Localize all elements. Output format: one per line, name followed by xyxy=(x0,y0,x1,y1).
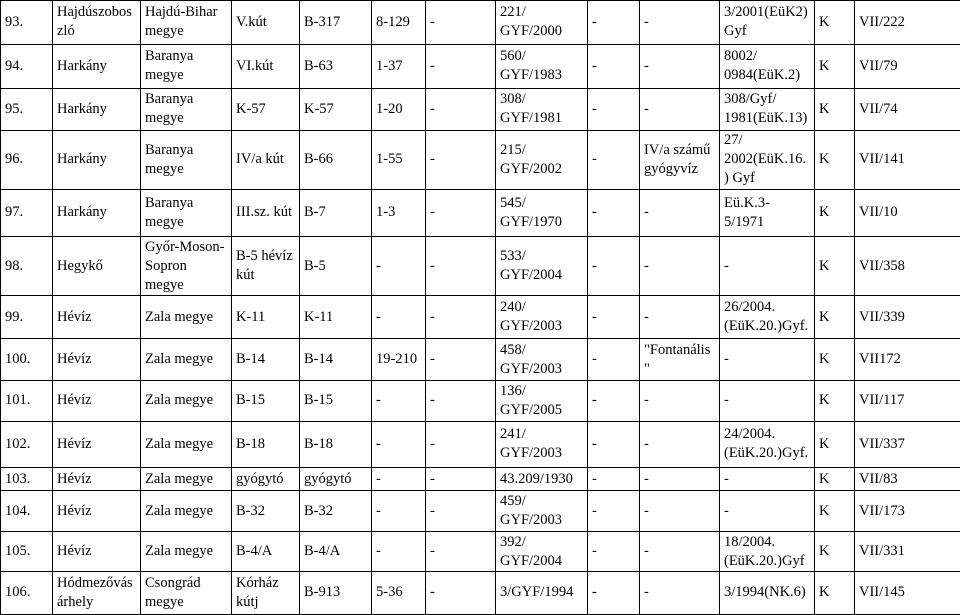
cell-col-7: - xyxy=(426,339,496,381)
cell-col-7: - xyxy=(426,189,496,236)
cell-row-number: 100. xyxy=(1,339,53,381)
cell-town: Harkány xyxy=(53,130,141,189)
cell-well-code: B-66 xyxy=(300,130,372,189)
cell-license-number: 533/ GYF/2004 xyxy=(496,236,588,295)
cell-registry-number: VII/339 xyxy=(855,296,960,339)
cell-license-number: 308/ GYF/1981 xyxy=(496,88,588,130)
cell-well-code: B-913 xyxy=(300,571,372,614)
cell-col-9: - xyxy=(588,88,640,130)
cell-health-decree: - xyxy=(720,380,815,421)
cell-county: Baranya megye xyxy=(141,88,232,130)
cell-col-7: - xyxy=(426,88,496,130)
cell-status: K xyxy=(815,236,855,295)
cell-depth: 1-3 xyxy=(372,189,426,236)
cell-registry-number: VII/10 xyxy=(855,189,960,236)
cell-col-9: - xyxy=(588,571,640,614)
cell-col-7: - xyxy=(426,44,496,88)
cell-well-code: B-4/A xyxy=(300,532,372,572)
cell-town: Hegykő xyxy=(53,236,141,295)
cell-col-7: - xyxy=(426,571,496,614)
cell-col-7: - xyxy=(426,1,496,45)
cell-row-number: 101. xyxy=(1,380,53,421)
table-row xyxy=(1,339,960,381)
cell-registry-number: VII/331 xyxy=(855,532,960,572)
cell-status: K xyxy=(815,491,855,532)
cell-row-number: 95. xyxy=(1,88,53,130)
cell-row-number: 96. xyxy=(1,130,53,189)
cell-town: Harkány xyxy=(53,44,141,88)
cell-license-number: 459/ GYF/2003 xyxy=(496,491,588,532)
cell-well-name: B-5 hévíz kút xyxy=(232,236,300,295)
cell-designation: - xyxy=(640,88,720,130)
cell-designation: - xyxy=(640,44,720,88)
cell-depth: - xyxy=(372,532,426,572)
cell-well-code: K-57 xyxy=(300,88,372,130)
cell-town: Hévíz xyxy=(53,421,141,467)
cell-town: Hódmezővásárhely xyxy=(53,571,141,614)
cell-col-9: - xyxy=(588,236,640,295)
cell-registry-number: VII172 xyxy=(855,339,960,381)
cell-depth: 1-55 xyxy=(372,130,426,189)
cell-health-decree: 24/2004. (EüK.20.)Gyf. xyxy=(720,421,815,467)
cell-well-name: K-11 xyxy=(232,296,300,339)
cell-health-decree: - xyxy=(720,491,815,532)
cell-depth: - xyxy=(372,467,426,490)
cell-health-decree: 308/Gyf/ 1981(EüK.13) xyxy=(720,88,815,130)
cell-row-number: 97. xyxy=(1,189,53,236)
cell-town: Harkány xyxy=(53,189,141,236)
cell-col-9: - xyxy=(588,532,640,572)
cell-status: K xyxy=(815,421,855,467)
table-row xyxy=(1,532,960,572)
cell-registry-number: VII/145 xyxy=(855,571,960,614)
cell-depth: 19-210 xyxy=(372,339,426,381)
cell-well-code: B-63 xyxy=(300,44,372,88)
cell-well-name: IV/a kút xyxy=(232,130,300,189)
cell-designation: "Fontanális" xyxy=(640,339,720,381)
cell-license-number: 43.209/1930 xyxy=(496,467,588,490)
cell-designation: - xyxy=(640,571,720,614)
cell-county: Csongrád megye xyxy=(141,571,232,614)
cell-col-9: - xyxy=(588,421,640,467)
cell-col-9: - xyxy=(588,189,640,236)
cell-row-number: 98. xyxy=(1,236,53,295)
cell-depth: - xyxy=(372,380,426,421)
cell-license-number: 458/ GYF/2003 xyxy=(496,339,588,381)
table-row xyxy=(1,189,960,236)
cell-license-number: 241/ GYF/2003 xyxy=(496,421,588,467)
cell-depth: 8-129 xyxy=(372,1,426,45)
cell-county: Baranya megye xyxy=(141,44,232,88)
cell-row-number: 99. xyxy=(1,296,53,339)
cell-well-name: B-14 xyxy=(232,339,300,381)
cell-license-number: 560/ GYF/1983 xyxy=(496,44,588,88)
cell-designation: - xyxy=(640,467,720,490)
cell-status: K xyxy=(815,130,855,189)
cell-well-name: B-15 xyxy=(232,380,300,421)
table-row xyxy=(1,571,960,614)
cell-well-code: B-15 xyxy=(300,380,372,421)
cell-status: K xyxy=(815,296,855,339)
cell-col-7: - xyxy=(426,421,496,467)
table-row xyxy=(1,44,960,88)
cell-well-code: B-317 xyxy=(300,1,372,45)
cell-license-number: 136/ GYF/2005 xyxy=(496,380,588,421)
cell-health-decree: 3/1994(NK.6) xyxy=(720,571,815,614)
cell-health-decree: 26/2004. (EüK.20.)Gyf. xyxy=(720,296,815,339)
cell-county: Zala megye xyxy=(141,339,232,381)
table-row xyxy=(1,88,960,130)
cell-license-number: 221/ GYF/2000 xyxy=(496,1,588,45)
cell-license-number: 240/ GYF/2003 xyxy=(496,296,588,339)
cell-town: Hévíz xyxy=(53,491,141,532)
cell-col-9: - xyxy=(588,491,640,532)
table-row xyxy=(1,491,960,532)
cell-town: Hévíz xyxy=(53,296,141,339)
cell-town: Hévíz xyxy=(53,380,141,421)
cell-col-7: - xyxy=(426,296,496,339)
cell-county: Baranya megye xyxy=(141,189,232,236)
cell-registry-number: VII/358 xyxy=(855,236,960,295)
cell-status: K xyxy=(815,189,855,236)
table-row xyxy=(1,467,960,490)
cell-status: K xyxy=(815,44,855,88)
cell-well-name: V.kút xyxy=(232,1,300,45)
cell-designation: - xyxy=(640,421,720,467)
table-row xyxy=(1,130,960,189)
cell-registry-number: VII/337 xyxy=(855,421,960,467)
cell-row-number: 93. xyxy=(1,1,53,45)
cell-well-name: B-18 xyxy=(232,421,300,467)
cell-well-code: B-32 xyxy=(300,491,372,532)
cell-registry-number: VII/83 xyxy=(855,467,960,490)
cell-row-number: 106. xyxy=(1,571,53,614)
cell-status: K xyxy=(815,467,855,490)
cell-designation: - xyxy=(640,380,720,421)
cell-registry-number: VII/79 xyxy=(855,44,960,88)
cell-county: Hajdú-Bihar megye xyxy=(141,1,232,45)
cell-col-7: - xyxy=(426,380,496,421)
cell-registry-number: VII/173 xyxy=(855,491,960,532)
cell-status: K xyxy=(815,88,855,130)
cell-county: Zala megye xyxy=(141,296,232,339)
table-row xyxy=(1,421,960,467)
cell-well-name: VI.kút xyxy=(232,44,300,88)
cell-well-code: B-18 xyxy=(300,421,372,467)
cell-health-decree: - xyxy=(720,467,815,490)
cell-health-decree: 3/2001(EüK2) Gyf xyxy=(720,1,815,45)
cell-col-9: - xyxy=(588,296,640,339)
cell-well-code: B-5 xyxy=(300,236,372,295)
cell-designation: - xyxy=(640,189,720,236)
cell-depth: 5-36 xyxy=(372,571,426,614)
cell-col-9: - xyxy=(588,380,640,421)
cell-depth: 1-37 xyxy=(372,44,426,88)
cell-well-code: B-7 xyxy=(300,189,372,236)
cell-col-7: - xyxy=(426,236,496,295)
cell-col-7: - xyxy=(426,532,496,572)
table-row xyxy=(1,296,960,339)
cell-registry-number: VII/117 xyxy=(855,380,960,421)
cell-designation: - xyxy=(640,236,720,295)
cell-designation: - xyxy=(640,1,720,45)
cell-designation: - xyxy=(640,491,720,532)
cell-col-9: - xyxy=(588,339,640,381)
cell-status: K xyxy=(815,380,855,421)
table-row xyxy=(1,236,960,295)
cell-town: Hévíz xyxy=(53,532,141,572)
cell-county: Győr-Moson-Sopron megye xyxy=(141,236,232,295)
cell-license-number: 392/ GYF/2004 xyxy=(496,532,588,572)
cell-county: Zala megye xyxy=(141,421,232,467)
cell-status: K xyxy=(815,571,855,614)
cell-well-name: III.sz. kút xyxy=(232,189,300,236)
cell-col-9: - xyxy=(588,1,640,45)
cell-depth: - xyxy=(372,236,426,295)
cell-row-number: 94. xyxy=(1,44,53,88)
cell-well-name: K-57 xyxy=(232,88,300,130)
cell-well-name: B-4/A xyxy=(232,532,300,572)
cell-depth: - xyxy=(372,491,426,532)
cell-col-7: - xyxy=(426,491,496,532)
cell-well-code: K-11 xyxy=(300,296,372,339)
cell-health-decree: 8002/ 0984(EüK.2) xyxy=(720,44,815,88)
cell-county: Zala megye xyxy=(141,380,232,421)
cell-license-number: 3/GYF/1994 xyxy=(496,571,588,614)
cell-row-number: 104. xyxy=(1,491,53,532)
cell-license-number: 545/ GYF/1970 xyxy=(496,189,588,236)
cell-col-7: - xyxy=(426,130,496,189)
cell-well-code: B-14 xyxy=(300,339,372,381)
cell-license-number: 215/ GYF/2002 xyxy=(496,130,588,189)
cell-registry-number: VII/74 xyxy=(855,88,960,130)
cell-town: Hévíz xyxy=(53,339,141,381)
cell-designation: - xyxy=(640,532,720,572)
cell-row-number: 103. xyxy=(1,467,53,490)
cell-health-decree: Eü.K.3-5/1971 xyxy=(720,189,815,236)
cell-health-decree: 18/2004. (EüK.20.)Gyf xyxy=(720,532,815,572)
cell-registry-number: VII/222 xyxy=(855,1,960,45)
cell-col-9: - xyxy=(588,130,640,189)
cell-status: K xyxy=(815,1,855,45)
table-row xyxy=(1,380,960,421)
cell-county: Baranya megye xyxy=(141,130,232,189)
cell-col-9: - xyxy=(588,467,640,490)
cell-county: Zala megye xyxy=(141,491,232,532)
cell-health-decree: 27/ 2002(EüK.16.) Gyf xyxy=(720,130,815,189)
cell-registry-number: VII/141 xyxy=(855,130,960,189)
cell-well-name: Kórház kútj xyxy=(232,571,300,614)
cell-well-name: B-32 xyxy=(232,491,300,532)
cell-health-decree: - xyxy=(720,339,815,381)
cell-well-name: gyógytó xyxy=(232,467,300,490)
cell-health-decree: - xyxy=(720,236,815,295)
cell-row-number: 105. xyxy=(1,532,53,572)
cell-depth: 1-20 xyxy=(372,88,426,130)
cell-county: Zala megye xyxy=(141,467,232,490)
cell-depth: - xyxy=(372,296,426,339)
table-row xyxy=(1,1,960,45)
cell-town: Hévíz xyxy=(53,467,141,490)
cell-depth: - xyxy=(372,421,426,467)
cell-status: K xyxy=(815,339,855,381)
cell-designation: IV/a számű gyógyvíz xyxy=(640,130,720,189)
cell-col-7: - xyxy=(426,467,496,490)
cell-town: Harkány xyxy=(53,88,141,130)
cell-town: Hajdúszoboszló xyxy=(53,1,141,45)
cell-well-code: gyógytó xyxy=(300,467,372,490)
cell-county: Zala megye xyxy=(141,532,232,572)
cell-designation: - xyxy=(640,296,720,339)
cell-status: K xyxy=(815,532,855,572)
cell-row-number: 102. xyxy=(1,421,53,467)
cell-col-9: - xyxy=(588,44,640,88)
